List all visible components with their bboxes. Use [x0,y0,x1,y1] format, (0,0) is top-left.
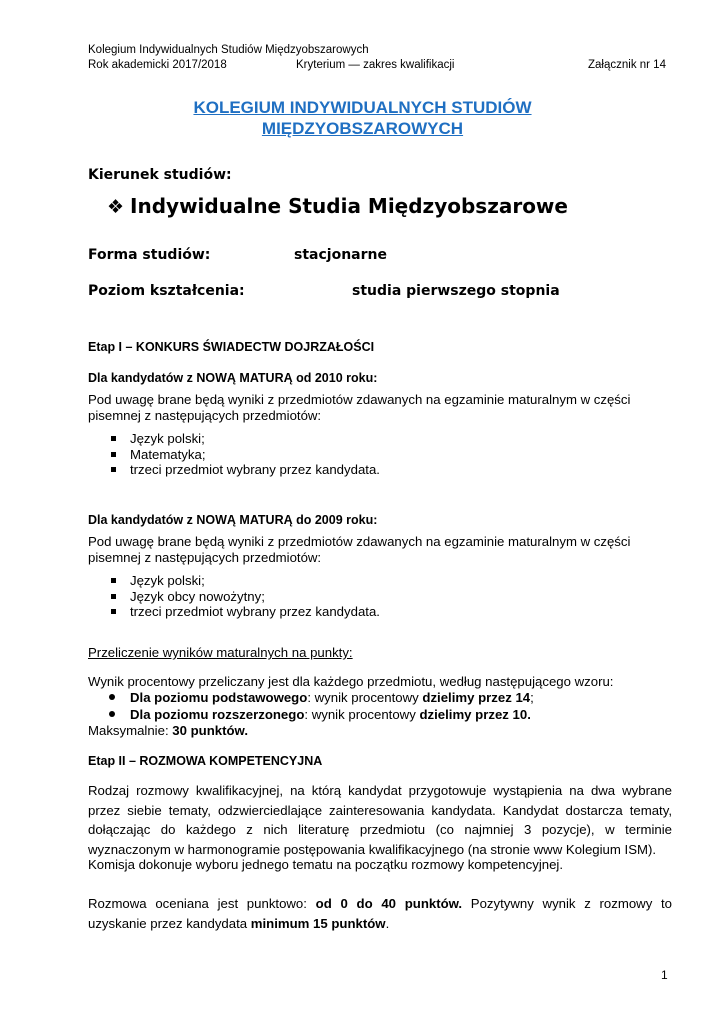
interview-scoring-line1 [88,894,672,914]
score-end: . [385,915,390,931]
group-b-subject-list [88,573,380,620]
list-item: trzeci przedmiot wybrany przez kandydata. [88,462,380,478]
score-pre: Rozmowa oceniana jest punktowo: [88,896,316,911]
group-b-heading: Dla kandydatów z NOWĄ MATURĄ do 2009 roku: [88,513,378,527]
score-range: od 0 do 40 punktów. [315,896,463,911]
score-line2-pre: uzyskanie przez kandydata [88,915,251,931]
header-attachment: Załącznik nr 14 [588,59,666,71]
rule-extended-level [88,706,534,723]
group-a-intro-line1: Pod uwagę brane będą wyniki z przedmiotów zdawanych na egzaminie maturalnym w części [88,392,631,407]
list-item: Język polski; [88,573,380,589]
stage2-description-line: przez siebie tematy, odzwierciedlające zainteresowania kandydata. Kandydat dostarcza tematy, [88,802,672,818]
rule-basic-divisor: dzielimy przez 14 [422,690,531,705]
interview-scoring-line2 [88,914,672,934]
stage1-heading: Etap I – KONKURS ŚWIADECTW DOJRZAŁOŚCI [88,340,375,354]
study-form-value: stacjonarne [294,247,387,263]
stage2-heading: Etap II – ROZMOWA KOMPETENCYJNA [88,754,323,768]
max-points-value: 30 punktów. [172,723,248,738]
max-points-label: Maksymalnie: [88,723,173,738]
education-level-label: Poziom kształcenia: [88,283,245,299]
conversion-heading: Przeliczenie wyników maturalnych na punkty: [88,645,353,660]
page-title-line2: MIĘDZYOBSZAROWYCH [261,119,464,138]
study-form-label: Forma studiów: [88,247,211,263]
rule-basic-end: ; [530,690,534,705]
conversion-rules [88,689,534,723]
list-item: Matematyka; [88,447,380,463]
rule-extended-divisor: dzielimy przez 10. [419,707,531,722]
rule-extended-label: Dla poziomu rozszerzonego [130,707,305,722]
conversion-intro: Wynik procentowy przeliczany jest dla każdego przedmiotu, według następującego wzoru: [88,674,614,689]
header-academic-year: Rok akademicki 2017/2018 [88,59,227,71]
interview-scoring [88,894,672,933]
group-a-intro-line2: pisemnej z następujących przedmiotów: [88,408,322,423]
education-level-value: studia pierwszego stopnia [352,283,560,299]
page-title-line1: KOLEGIUM INDYWIDUALNYCH STUDIÓW [193,98,532,117]
field-of-study-label: Kierunek studiów: [88,167,232,183]
stage2-description-line: wyznaczonym w harmonogramie postępowania kwalifikacyjnego (na stronie www Kolegium ISM). [88,841,657,857]
committee-note: Komisja dokonuje wyboru jednego tematu na początku rozmowy kompetencyjnej. [88,857,564,872]
list-item: Język polski; [88,431,380,447]
group-b-intro-line2: pisemnej z następujących przedmiotów: [88,550,322,565]
score-post: Pozytywny wynik z rozmowy to [462,896,672,911]
header-institution: Kolegium Indywidualnych Studiów Międzyobszarowych [88,44,369,56]
page-number: 1 [661,968,668,982]
field-of-study-value [107,194,568,218]
group-b-intro-line1: Pod uwagę brane będą wyniki z przedmiotów zdawanych na egzaminie maturalnym w części [88,534,631,549]
group-a-subject-list [88,431,380,478]
stage2-description-line: dołączając do każdego z nich literaturę przedmiotu (co najmniej 3 pozycje), w terminie [88,822,672,837]
diamond-bullet-icon: ❖ [107,196,125,218]
stage2-description [88,781,672,859]
rule-basic-label: Dla poziomu podstawowego [130,690,308,705]
rule-basic-mid: : wynik procentowy [307,690,423,705]
list-item: trzeci przedmiot wybrany przez kandydata. [88,604,380,620]
score-minimum: minimum 15 punktów [250,915,386,931]
max-points [88,723,248,739]
rule-extended-mid: : wynik procentowy [304,707,420,722]
list-item: Język obcy nowożytny; [88,589,380,605]
rule-basic-level [88,689,534,706]
group-a-heading: Dla kandydatów z NOWĄ MATURĄ od 2010 roku: [88,371,378,385]
header-criterion: Kryterium — zakres kwalifikacji [296,59,455,71]
field-of-study-text: Indywidualne Studia Międzyobszarowe [130,194,568,218]
stage2-description-line: Rodzaj rozmowy kwalifikacyjnej, na którą kandydat przygotowuje wystąpienia na dwa wybrane [88,783,672,798]
